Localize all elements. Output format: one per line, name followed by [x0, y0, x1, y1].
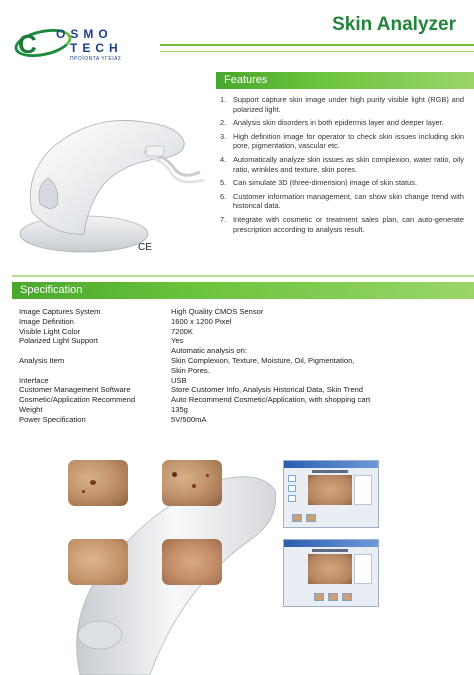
- skin-sample-photo-1: [68, 460, 128, 506]
- features-list: [220, 95, 464, 238]
- spec-value: Auto Recommend Cosmetic/Application, with shopping cart: [171, 395, 371, 405]
- feature-text: Customer information management, can show skin change trend with historical data.: [233, 191, 464, 211]
- feature-item: [220, 132, 464, 151]
- spec-label: Interface: [19, 375, 49, 385]
- spec-row: [19, 376, 459, 386]
- skin-sample-photo-2: [162, 460, 222, 506]
- spec-value: Skin Pores.: [171, 365, 210, 375]
- page-title: Skin Analyzer: [332, 14, 456, 35]
- ce-mark: CE: [138, 242, 152, 253]
- spec-value: 1600 x 1200 Pixel: [171, 316, 232, 326]
- feature-number: 7.: [220, 214, 227, 224]
- spec-row: [19, 317, 459, 327]
- spec-label: Power Specification: [19, 414, 86, 424]
- spec-label: [19, 346, 171, 356]
- feature-number: 4.: [220, 154, 227, 164]
- feature-text: Support capture skin image under high purity visible light (RGB) and polarized light.: [233, 95, 464, 114]
- feature-number: 3.: [220, 131, 227, 141]
- feature-item: [220, 215, 464, 234]
- feature-number: 6.: [220, 191, 227, 201]
- spec-row: [19, 395, 459, 405]
- features-heading: Features: [216, 72, 474, 89]
- spec-row: [19, 405, 459, 415]
- spec-row: [19, 366, 459, 376]
- spec-label: Image Captures System: [19, 307, 101, 316]
- spec-row: [19, 327, 459, 337]
- spec-value: 7200K: [171, 326, 193, 336]
- spec-row: [19, 336, 459, 346]
- skin-analyzer-device-image: [14, 94, 214, 260]
- feature-item: [220, 118, 464, 128]
- spec-row: [19, 346, 459, 356]
- spec-value: Skin Complexion, Texture, Moisture, Oil, Pigmentation,: [171, 355, 355, 365]
- skin-sample-photo-3: [68, 539, 128, 585]
- logo-text-line3: ΠΡΟΪΟΝΤΑ ΥΓΕΙΑΣ: [70, 56, 122, 62]
- feature-number: 5.: [220, 178, 227, 188]
- feature-text: Automatically analyze skin issues as skin complexion, water ratio, oily ratio, wrinkles and texture, skin pores.: [233, 154, 464, 174]
- spec-row: [19, 356, 459, 366]
- feature-number: 2.: [220, 118, 227, 128]
- window-titlebar: [284, 540, 378, 547]
- feature-item: [220, 155, 464, 174]
- spec-row: [19, 307, 459, 317]
- feature-text: Integrate with cosmetic or treatment sales plan, can auto-generate prescription according to analysis result.: [233, 214, 464, 234]
- company-logo: [12, 26, 160, 66]
- title-divider: [160, 44, 474, 52]
- spec-value: Store Customer Info, Analysis Historical Data, Skin Trend: [171, 385, 364, 395]
- logo-text-line1: OSMO: [56, 27, 113, 41]
- spec-value: 135g: [171, 404, 188, 414]
- spec-label: Polarized Light Support: [19, 336, 98, 346]
- spec-value: Yes: [171, 336, 184, 346]
- software-screenshot-2: [283, 539, 379, 607]
- spec-value: USB: [171, 375, 187, 385]
- feature-item: [220, 95, 464, 114]
- logo-text-line2: TECH: [70, 41, 123, 55]
- spec-label: Image Definition: [19, 316, 74, 326]
- spec-label: Customer Management Software: [19, 385, 131, 395]
- feature-text: Can simulate 3D (three-dimension) image of skin status.: [233, 178, 418, 188]
- feature-text: High definition image for operator to check skin issues including skin pore, pigmentation, vascular etc.: [233, 131, 464, 151]
- spec-label: Weight: [19, 404, 43, 414]
- skin-image-preview: [308, 475, 352, 505]
- software-screenshot-1: [283, 460, 379, 528]
- feature-item: [220, 178, 464, 188]
- spec-label: Cosmetic/Application Recommend: [19, 395, 136, 405]
- feature-item: [220, 192, 464, 211]
- skin-sample-photo-4: [162, 539, 222, 585]
- spec-row: [19, 385, 459, 395]
- spec-value: High Quality CMOS Sensor: [171, 307, 264, 316]
- spec-value: Automatic analysis on:: [171, 346, 247, 356]
- spec-label: Visible Light Color: [19, 326, 81, 336]
- feature-number: 1.: [220, 95, 227, 104]
- feature-text: Analysis skin disorders in both epidermis layer and deeper layer.: [233, 118, 444, 128]
- specification-heading: Specification: [12, 282, 474, 299]
- window-titlebar: [284, 461, 378, 468]
- spec-row: [19, 415, 459, 425]
- spec-label: Analysis Item: [19, 355, 65, 365]
- spec-label: [19, 366, 171, 376]
- specification-table: [19, 307, 459, 425]
- skin-image-preview: [308, 554, 352, 584]
- logo-c-icon: C: [18, 29, 37, 59]
- spec-value: 5V/500mA: [171, 414, 207, 424]
